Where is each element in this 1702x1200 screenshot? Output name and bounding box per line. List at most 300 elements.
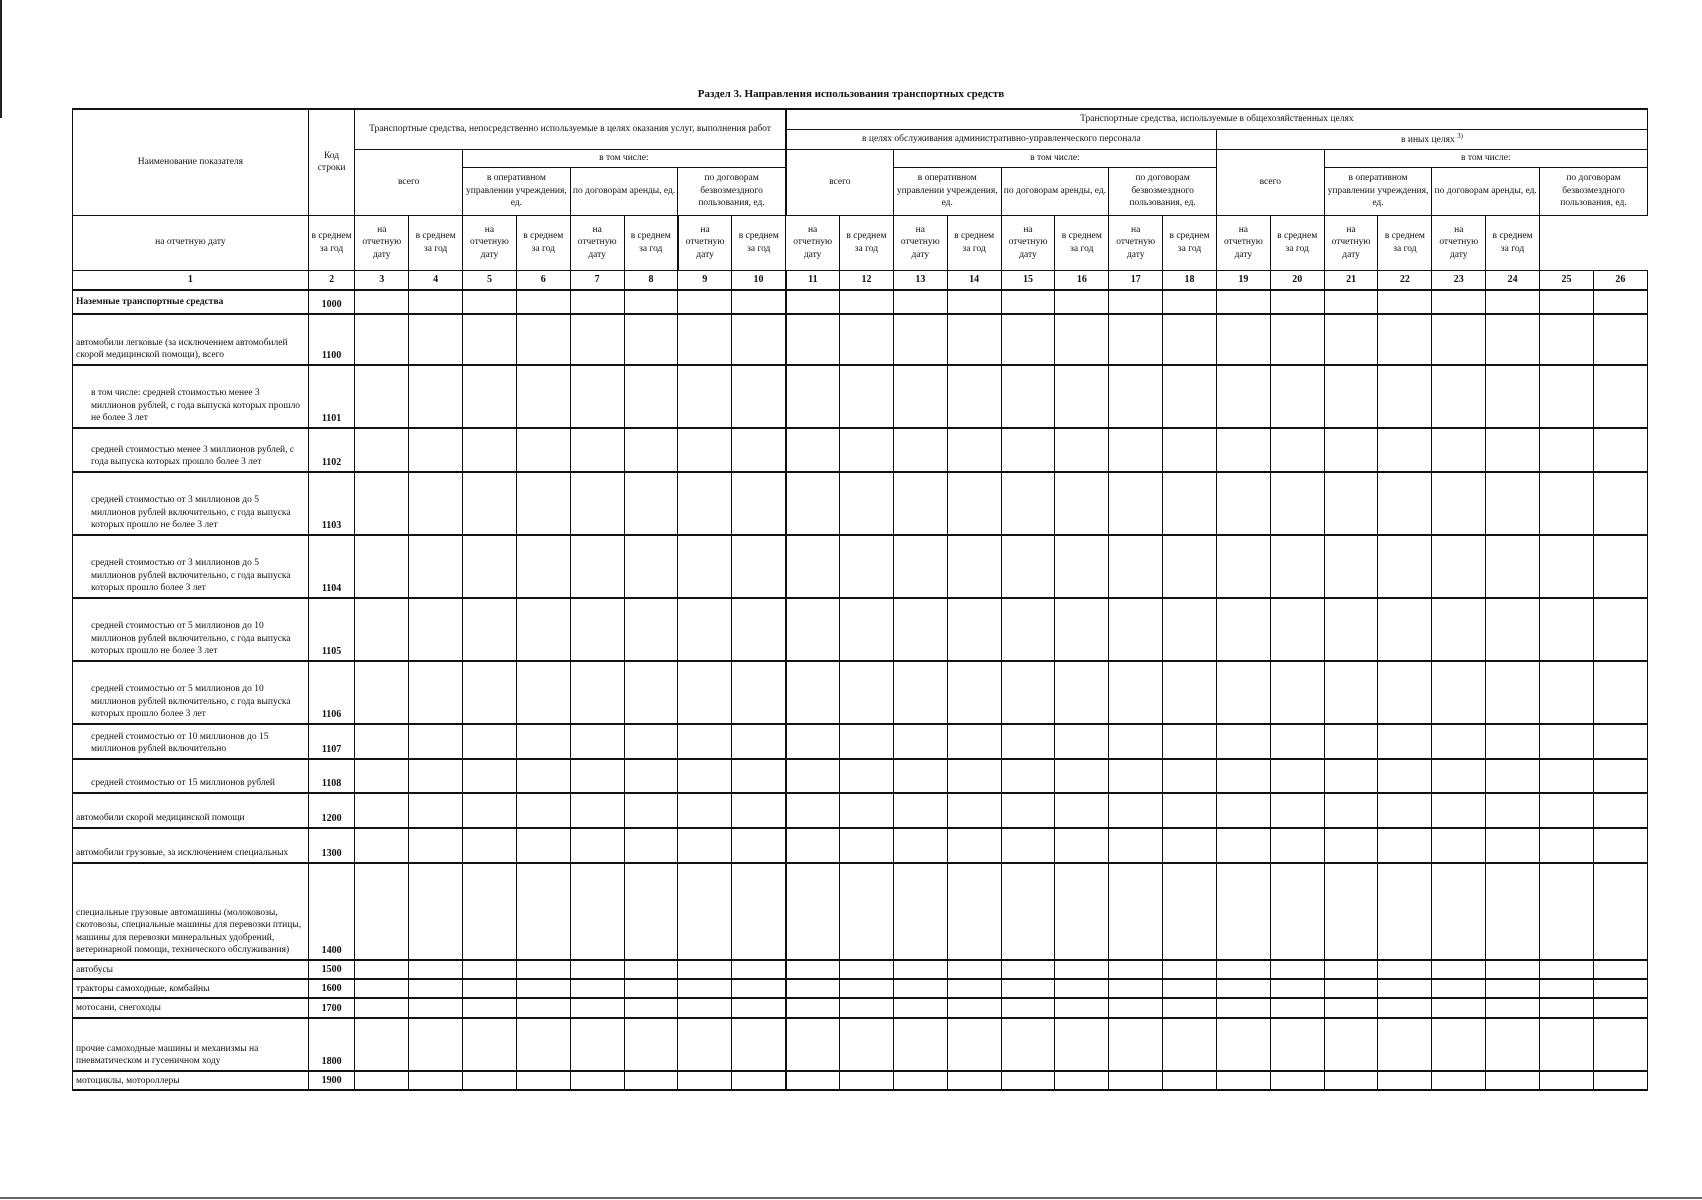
data-cell bbox=[1001, 724, 1055, 759]
data-cell bbox=[732, 998, 786, 1017]
column-number: 6 bbox=[516, 270, 570, 290]
header-operative-group-1: в оперативном управлении учреждения, ед. bbox=[463, 167, 571, 215]
data-cell bbox=[947, 472, 1001, 535]
header-operative-group-3: в оперативном управлении учреждения, ед. bbox=[1324, 167, 1432, 215]
data-cell bbox=[463, 472, 517, 535]
data-cell bbox=[516, 724, 570, 759]
data-cell bbox=[1378, 314, 1432, 365]
data-cell bbox=[947, 1018, 1001, 1071]
table-row bbox=[73, 428, 1648, 472]
data-cell bbox=[570, 365, 624, 428]
data-cell bbox=[1001, 960, 1055, 979]
data-cell bbox=[1216, 960, 1270, 979]
data-cell bbox=[1593, 793, 1647, 828]
data-cell bbox=[1486, 979, 1540, 998]
row-code: 1300 bbox=[308, 828, 355, 863]
header-avg-year: в среднем за год bbox=[624, 215, 678, 270]
table-row bbox=[73, 1018, 1648, 1071]
table-row bbox=[73, 863, 1648, 960]
data-cell bbox=[1109, 290, 1163, 314]
header-on-date: на отчетную дату bbox=[1432, 215, 1486, 270]
data-cell bbox=[463, 724, 517, 759]
data-cell bbox=[1163, 793, 1217, 828]
data-cell bbox=[1324, 828, 1378, 863]
data-cell bbox=[947, 365, 1001, 428]
header-on-date: на отчетную дату bbox=[1216, 215, 1270, 270]
data-cell bbox=[840, 598, 894, 661]
data-cell bbox=[1216, 998, 1270, 1017]
header-free-use-group-1: по договорам безвозмездного пользования, ед. bbox=[678, 167, 786, 215]
column-number: 19 bbox=[1216, 270, 1270, 290]
data-cell bbox=[1216, 472, 1270, 535]
data-cell bbox=[1055, 724, 1109, 759]
data-cell bbox=[1055, 365, 1109, 428]
data-cell bbox=[1216, 863, 1270, 960]
table-row bbox=[73, 724, 1648, 759]
table-row bbox=[73, 290, 1648, 314]
data-cell bbox=[893, 1071, 947, 1090]
header-including-group-3: в том числе: bbox=[1324, 149, 1647, 167]
data-cell bbox=[1432, 759, 1486, 793]
data-cell bbox=[516, 828, 570, 863]
data-cell bbox=[893, 724, 947, 759]
data-cell bbox=[1055, 290, 1109, 314]
data-cell bbox=[355, 428, 409, 472]
data-cell bbox=[1486, 472, 1540, 535]
data-cell bbox=[732, 1018, 786, 1071]
column-number: 8 bbox=[624, 270, 678, 290]
row-code: 1400 bbox=[308, 863, 355, 960]
data-cell bbox=[1163, 960, 1217, 979]
data-cell bbox=[1378, 793, 1432, 828]
data-cell bbox=[1432, 428, 1486, 472]
data-cell bbox=[624, 1018, 678, 1071]
data-cell bbox=[1163, 598, 1217, 661]
header-total-group-2: всего bbox=[786, 149, 894, 215]
data-cell bbox=[1486, 998, 1540, 1017]
data-cell bbox=[1486, 1018, 1540, 1071]
header-free-use-group-3: по договорам безвозмездного пользования, ед. bbox=[1540, 167, 1648, 215]
data-cell bbox=[1486, 290, 1540, 314]
data-cell bbox=[1593, 661, 1647, 724]
data-cell bbox=[463, 535, 517, 598]
data-cell bbox=[678, 1071, 732, 1090]
table-row bbox=[73, 365, 1648, 428]
data-cell bbox=[1486, 314, 1540, 365]
data-cell bbox=[570, 793, 624, 828]
data-cell bbox=[1378, 535, 1432, 598]
data-cell bbox=[1432, 535, 1486, 598]
data-cell bbox=[570, 1071, 624, 1090]
data-cell bbox=[1216, 365, 1270, 428]
data-cell bbox=[624, 1071, 678, 1090]
data-cell bbox=[516, 365, 570, 428]
row-label: специальные грузовые автомашины (молоковозы, скотовозы, специальные машины для перевозки птицы, машины для перевозки минеральных удобрений, ветеринарной помощи, технического обслуживания) bbox=[73, 863, 309, 960]
row-code: 1104 bbox=[308, 535, 355, 598]
data-cell bbox=[1055, 998, 1109, 1017]
data-cell bbox=[893, 1018, 947, 1071]
row-code: 1102 bbox=[308, 428, 355, 472]
data-cell bbox=[1163, 661, 1217, 724]
data-cell bbox=[1432, 314, 1486, 365]
data-cell bbox=[1378, 598, 1432, 661]
data-cell bbox=[1109, 1018, 1163, 1071]
data-cell bbox=[1270, 828, 1324, 863]
data-cell bbox=[463, 290, 517, 314]
data-cell bbox=[840, 661, 894, 724]
row-code: 1100 bbox=[308, 314, 355, 365]
data-cell bbox=[1378, 1071, 1432, 1090]
data-cell bbox=[786, 828, 840, 863]
data-cell bbox=[1486, 661, 1540, 724]
data-cell bbox=[1109, 365, 1163, 428]
data-cell bbox=[1270, 428, 1324, 472]
header-total-group-3: всего bbox=[1216, 149, 1324, 215]
data-cell bbox=[355, 863, 409, 960]
data-cell bbox=[678, 535, 732, 598]
data-cell bbox=[1432, 661, 1486, 724]
data-cell bbox=[678, 998, 732, 1017]
data-cell bbox=[732, 793, 786, 828]
row-code: 1800 bbox=[308, 1018, 355, 1071]
header-on-date: на отчетную дату bbox=[786, 215, 840, 270]
data-cell bbox=[409, 428, 463, 472]
data-cell bbox=[570, 724, 624, 759]
data-cell bbox=[516, 1071, 570, 1090]
data-cell bbox=[1163, 979, 1217, 998]
data-cell bbox=[1324, 960, 1378, 979]
data-cell bbox=[570, 661, 624, 724]
data-cell bbox=[732, 724, 786, 759]
table-row bbox=[73, 759, 1648, 793]
transport-usage-table bbox=[72, 108, 1648, 1091]
data-cell bbox=[947, 314, 1001, 365]
data-cell bbox=[1432, 365, 1486, 428]
data-cell bbox=[570, 863, 624, 960]
data-cell bbox=[463, 598, 517, 661]
data-cell bbox=[1109, 1071, 1163, 1090]
data-cell bbox=[1324, 793, 1378, 828]
table-row bbox=[73, 960, 1648, 979]
header-admin-staff: в целях обслуживания административно-управленческого персонала bbox=[786, 129, 1217, 149]
data-cell bbox=[1163, 863, 1217, 960]
column-number: 4 bbox=[409, 270, 463, 290]
data-cell bbox=[840, 793, 894, 828]
data-cell bbox=[409, 1071, 463, 1090]
column-number: 7 bbox=[570, 270, 624, 290]
column-number: 11 bbox=[786, 270, 840, 290]
data-cell bbox=[786, 472, 840, 535]
data-cell bbox=[678, 759, 732, 793]
data-cell bbox=[1001, 428, 1055, 472]
data-cell bbox=[840, 365, 894, 428]
data-cell bbox=[1270, 314, 1324, 365]
column-number: 9 bbox=[678, 270, 732, 290]
data-cell bbox=[1378, 979, 1432, 998]
column-number: 18 bbox=[1163, 270, 1217, 290]
data-cell bbox=[1540, 1071, 1594, 1090]
column-number: 5 bbox=[463, 270, 517, 290]
data-cell bbox=[1163, 472, 1217, 535]
data-cell bbox=[1001, 472, 1055, 535]
data-cell bbox=[355, 960, 409, 979]
row-code: 1108 bbox=[308, 759, 355, 793]
row-code: 1103 bbox=[308, 472, 355, 535]
column-number: 10 bbox=[732, 270, 786, 290]
data-cell bbox=[1486, 960, 1540, 979]
data-cell bbox=[947, 290, 1001, 314]
data-cell bbox=[1486, 428, 1540, 472]
data-cell bbox=[1270, 365, 1324, 428]
data-cell bbox=[1540, 365, 1594, 428]
data-cell bbox=[732, 863, 786, 960]
data-cell bbox=[624, 979, 678, 998]
header-avg-year: в среднем за год bbox=[840, 215, 894, 270]
data-cell bbox=[1324, 290, 1378, 314]
column-number: 17 bbox=[1109, 270, 1163, 290]
data-cell bbox=[947, 793, 1001, 828]
data-cell bbox=[1163, 998, 1217, 1017]
data-cell bbox=[1001, 863, 1055, 960]
header-lease-group-3: по договорам аренды, ед. bbox=[1432, 167, 1540, 215]
table-row bbox=[73, 314, 1648, 365]
data-cell bbox=[1486, 793, 1540, 828]
data-cell bbox=[1486, 863, 1540, 960]
data-cell bbox=[1593, 365, 1647, 428]
data-cell bbox=[409, 472, 463, 535]
row-code: 1900 bbox=[308, 1071, 355, 1090]
data-cell bbox=[840, 290, 894, 314]
row-code: 1106 bbox=[308, 661, 355, 724]
data-cell bbox=[1540, 428, 1594, 472]
header-avg-year: в среднем за год bbox=[1270, 215, 1324, 270]
data-cell bbox=[355, 724, 409, 759]
data-cell bbox=[678, 979, 732, 998]
data-cell bbox=[355, 290, 409, 314]
data-cell bbox=[678, 314, 732, 365]
data-cell bbox=[893, 863, 947, 960]
data-cell bbox=[1216, 535, 1270, 598]
header-on-date: на отчетную дату bbox=[1001, 215, 1055, 270]
data-cell bbox=[409, 290, 463, 314]
data-cell bbox=[732, 314, 786, 365]
data-cell bbox=[732, 1071, 786, 1090]
data-cell bbox=[947, 1071, 1001, 1090]
data-cell bbox=[732, 661, 786, 724]
header-avg-year: в среднем за год bbox=[1486, 215, 1540, 270]
data-cell bbox=[678, 428, 732, 472]
data-cell bbox=[624, 960, 678, 979]
data-cell bbox=[1540, 979, 1594, 998]
data-cell bbox=[1486, 759, 1540, 793]
data-cell bbox=[1432, 1071, 1486, 1090]
data-cell bbox=[516, 428, 570, 472]
data-cell bbox=[516, 290, 570, 314]
data-cell bbox=[732, 598, 786, 661]
data-cell bbox=[1055, 828, 1109, 863]
data-cell bbox=[355, 1018, 409, 1071]
data-cell bbox=[624, 472, 678, 535]
data-cell bbox=[1055, 960, 1109, 979]
data-cell bbox=[732, 365, 786, 428]
data-cell bbox=[1055, 428, 1109, 472]
data-cell bbox=[570, 998, 624, 1017]
data-cell bbox=[1001, 998, 1055, 1017]
data-cell bbox=[893, 314, 947, 365]
data-cell bbox=[463, 661, 517, 724]
data-cell bbox=[1324, 428, 1378, 472]
header-avg-year: в среднем за год bbox=[1055, 215, 1109, 270]
data-cell bbox=[732, 759, 786, 793]
data-cell bbox=[624, 598, 678, 661]
footnote-marker: 3) bbox=[1457, 131, 1463, 140]
data-cell bbox=[786, 535, 840, 598]
data-cell bbox=[1432, 998, 1486, 1017]
data-cell bbox=[1055, 1071, 1109, 1090]
data-cell bbox=[1216, 290, 1270, 314]
data-cell bbox=[1001, 535, 1055, 598]
data-cell bbox=[1593, 828, 1647, 863]
header-on-date: на отчетную дату bbox=[355, 215, 409, 270]
data-cell bbox=[624, 290, 678, 314]
data-cell bbox=[409, 793, 463, 828]
column-number: 2 bbox=[308, 270, 355, 290]
data-cell bbox=[463, 428, 517, 472]
data-cell bbox=[1432, 828, 1486, 863]
data-cell bbox=[516, 979, 570, 998]
data-cell bbox=[624, 828, 678, 863]
data-cell bbox=[893, 759, 947, 793]
data-cell bbox=[893, 535, 947, 598]
data-cell bbox=[1324, 1071, 1378, 1090]
data-cell bbox=[1109, 724, 1163, 759]
data-cell bbox=[786, 998, 840, 1017]
data-cell bbox=[1216, 598, 1270, 661]
data-cell bbox=[1163, 535, 1217, 598]
data-cell bbox=[1109, 428, 1163, 472]
data-cell bbox=[1055, 535, 1109, 598]
data-cell bbox=[624, 365, 678, 428]
data-cell bbox=[1540, 960, 1594, 979]
data-cell bbox=[516, 661, 570, 724]
data-cell bbox=[1593, 960, 1647, 979]
data-cell bbox=[1109, 759, 1163, 793]
data-cell bbox=[1593, 863, 1647, 960]
data-cell bbox=[1055, 863, 1109, 960]
row-label: в том числе: средней стоимостью менее 3 миллионов рублей, с года выпуска которых прошло не более 3 лет bbox=[73, 365, 309, 428]
data-cell bbox=[840, 828, 894, 863]
row-label: автомобили легковые (за исключением автомобилей скорой медицинской помощи), всего bbox=[73, 314, 309, 365]
column-number: 21 bbox=[1324, 270, 1378, 290]
data-cell bbox=[786, 598, 840, 661]
data-cell bbox=[1593, 1018, 1647, 1071]
table-row bbox=[73, 828, 1648, 863]
data-cell bbox=[1432, 724, 1486, 759]
data-cell bbox=[1270, 661, 1324, 724]
data-cell bbox=[355, 759, 409, 793]
data-cell bbox=[786, 365, 840, 428]
data-cell bbox=[624, 535, 678, 598]
data-cell bbox=[786, 979, 840, 998]
data-cell bbox=[516, 598, 570, 661]
data-cell bbox=[678, 863, 732, 960]
data-cell bbox=[678, 365, 732, 428]
data-cell bbox=[1378, 724, 1432, 759]
data-cell bbox=[409, 863, 463, 960]
section-title: Раздел 3. Направления использования транспортных средств bbox=[697, 88, 1005, 100]
data-cell bbox=[947, 979, 1001, 998]
data-cell bbox=[893, 793, 947, 828]
data-cell bbox=[1163, 759, 1217, 793]
data-cell bbox=[570, 472, 624, 535]
data-cell bbox=[840, 998, 894, 1017]
data-cell bbox=[570, 535, 624, 598]
data-cell bbox=[732, 428, 786, 472]
data-cell bbox=[840, 979, 894, 998]
header-avg-year: в среднем за год bbox=[947, 215, 1001, 270]
data-cell bbox=[678, 960, 732, 979]
data-cell bbox=[1593, 724, 1647, 759]
data-cell bbox=[1001, 979, 1055, 998]
data-cell bbox=[1432, 598, 1486, 661]
data-cell bbox=[463, 1071, 517, 1090]
data-cell bbox=[786, 314, 840, 365]
data-cell bbox=[1055, 598, 1109, 661]
data-cell bbox=[1270, 1018, 1324, 1071]
data-cell bbox=[463, 828, 517, 863]
data-cell bbox=[678, 724, 732, 759]
data-cell bbox=[1324, 998, 1378, 1017]
data-cell bbox=[840, 314, 894, 365]
data-cell bbox=[570, 290, 624, 314]
data-cell bbox=[786, 960, 840, 979]
data-cell bbox=[786, 428, 840, 472]
header-avg-year: в среднем за год bbox=[1163, 215, 1217, 270]
data-cell bbox=[1324, 661, 1378, 724]
data-cell bbox=[624, 314, 678, 365]
header-including-group-1: в том числе: bbox=[463, 149, 786, 167]
column-number: 12 bbox=[840, 270, 894, 290]
data-cell bbox=[1324, 365, 1378, 428]
data-cell bbox=[1001, 759, 1055, 793]
data-cell bbox=[840, 724, 894, 759]
data-cell bbox=[1216, 759, 1270, 793]
header-name: Наименование показателя bbox=[73, 109, 309, 215]
data-cell bbox=[409, 759, 463, 793]
data-cell bbox=[1486, 724, 1540, 759]
data-cell bbox=[1324, 863, 1378, 960]
data-cell bbox=[732, 828, 786, 863]
data-cell bbox=[355, 598, 409, 661]
row-label: автомобили грузовые, за исключением специальных bbox=[73, 828, 309, 863]
data-cell bbox=[1163, 828, 1217, 863]
data-cell bbox=[1001, 314, 1055, 365]
data-cell bbox=[1109, 535, 1163, 598]
data-cell bbox=[1109, 998, 1163, 1017]
data-cell bbox=[624, 428, 678, 472]
data-cell bbox=[1270, 472, 1324, 535]
data-cell bbox=[1001, 598, 1055, 661]
data-cell bbox=[678, 290, 732, 314]
row-label: автобусы bbox=[73, 960, 309, 979]
data-cell bbox=[1216, 661, 1270, 724]
row-code: 1000 bbox=[308, 290, 355, 314]
data-cell bbox=[1432, 793, 1486, 828]
data-cell bbox=[1540, 314, 1594, 365]
data-cell bbox=[463, 1018, 517, 1071]
data-cell bbox=[1324, 314, 1378, 365]
data-cell bbox=[1486, 828, 1540, 863]
